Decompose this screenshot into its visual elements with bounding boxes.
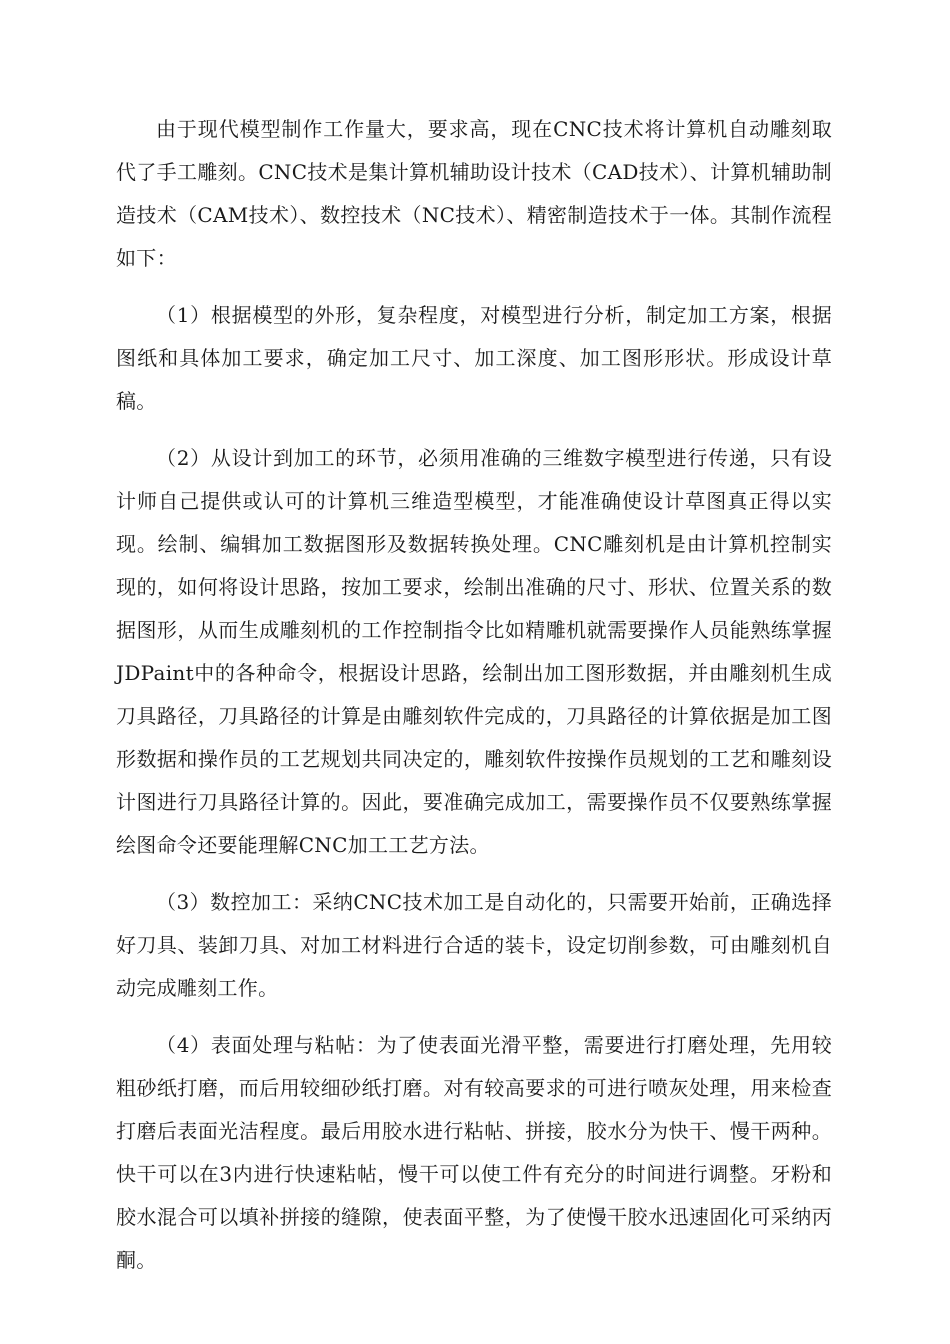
paragraph-step-4: （4）表面处理与粘帖：为了使表面光滑平整，需要进行打磨处理，先用较粗砂纸打磨，而后用较细砂纸打磨。对有较高要求的可进行喷灰处理，用来检查打磨后表面光洁程度。最后用胶水进行粘帖、拼接，胶水分为快干、慢干两种。快干可以在3内进行快速粘帖，慢干可以使工件有充分的时间进行调整。牙粉和胶水混合可以填补拼接的缝隙，使表面平整，为了使慢干胶水迅速固化可采纳丙酮。 xyxy=(116,1033,832,1272)
paragraph-step-2: （2）从设计到加工的环节，必须用准确的三维数字模型进行传递，只有设计师自己提供或认可的计算机三维造型模型，才能准确使设计草图真正得以实现。绘制、编辑加工数据图形及数据转换处理。CNC雕刻机是由计算机控制实现的，如何将设计思路，按加工要求，绘制出准确的尺寸、形状、位置关系的数据图形，从而生成雕刻机的工作控制指令比如精雕机就需要操作人员能熟练掌握JDPaint中的各种命令，根据设计思路，绘制出加工图形数据，并由雕刻机生成刀具路径，刀具路径的计算是由雕刻软件完成的，刀具路径的计算依据是加工图形数据和操作员的工艺规划共同决定的，雕刻软件按操作员规划的工艺和雕刻设计图进行刀具路径计算的。因此，要准确完成加工，需要操作员不仅要熟练掌握绘图命令还要能理解CNC加工工艺方法。 xyxy=(116,446,832,857)
paragraph-intro: 由于现代模型制作工作量大，要求高，现在CNC技术将计算机自动雕刻取代了手工雕刻。CNC技术是集计算机辅助设计技术（CAD技术）、计算机辅助制造技术（CAM技术）、数控技术（NC技术）、精密制造技术于一体。其制作流程如下： xyxy=(116,117,832,270)
paragraph-step-3: （3）数控加工：采纳CNC技术加工是自动化的，只需要开始前，正确选择好刀具、装卸刀具、对加工材料进行合适的装卡，设定切削参数，可由雕刻机自动完成雕刻工作。 xyxy=(116,890,832,1000)
document-body xyxy=(116,108,832,1296)
paragraph-step-1: （1）根据模型的外形，复杂程度，对模型进行分析，制定加工方案，根据图纸和具体加工要求，确定加工尺寸、加工深度、加工图形形状。形成设计草稿。 xyxy=(116,303,832,413)
